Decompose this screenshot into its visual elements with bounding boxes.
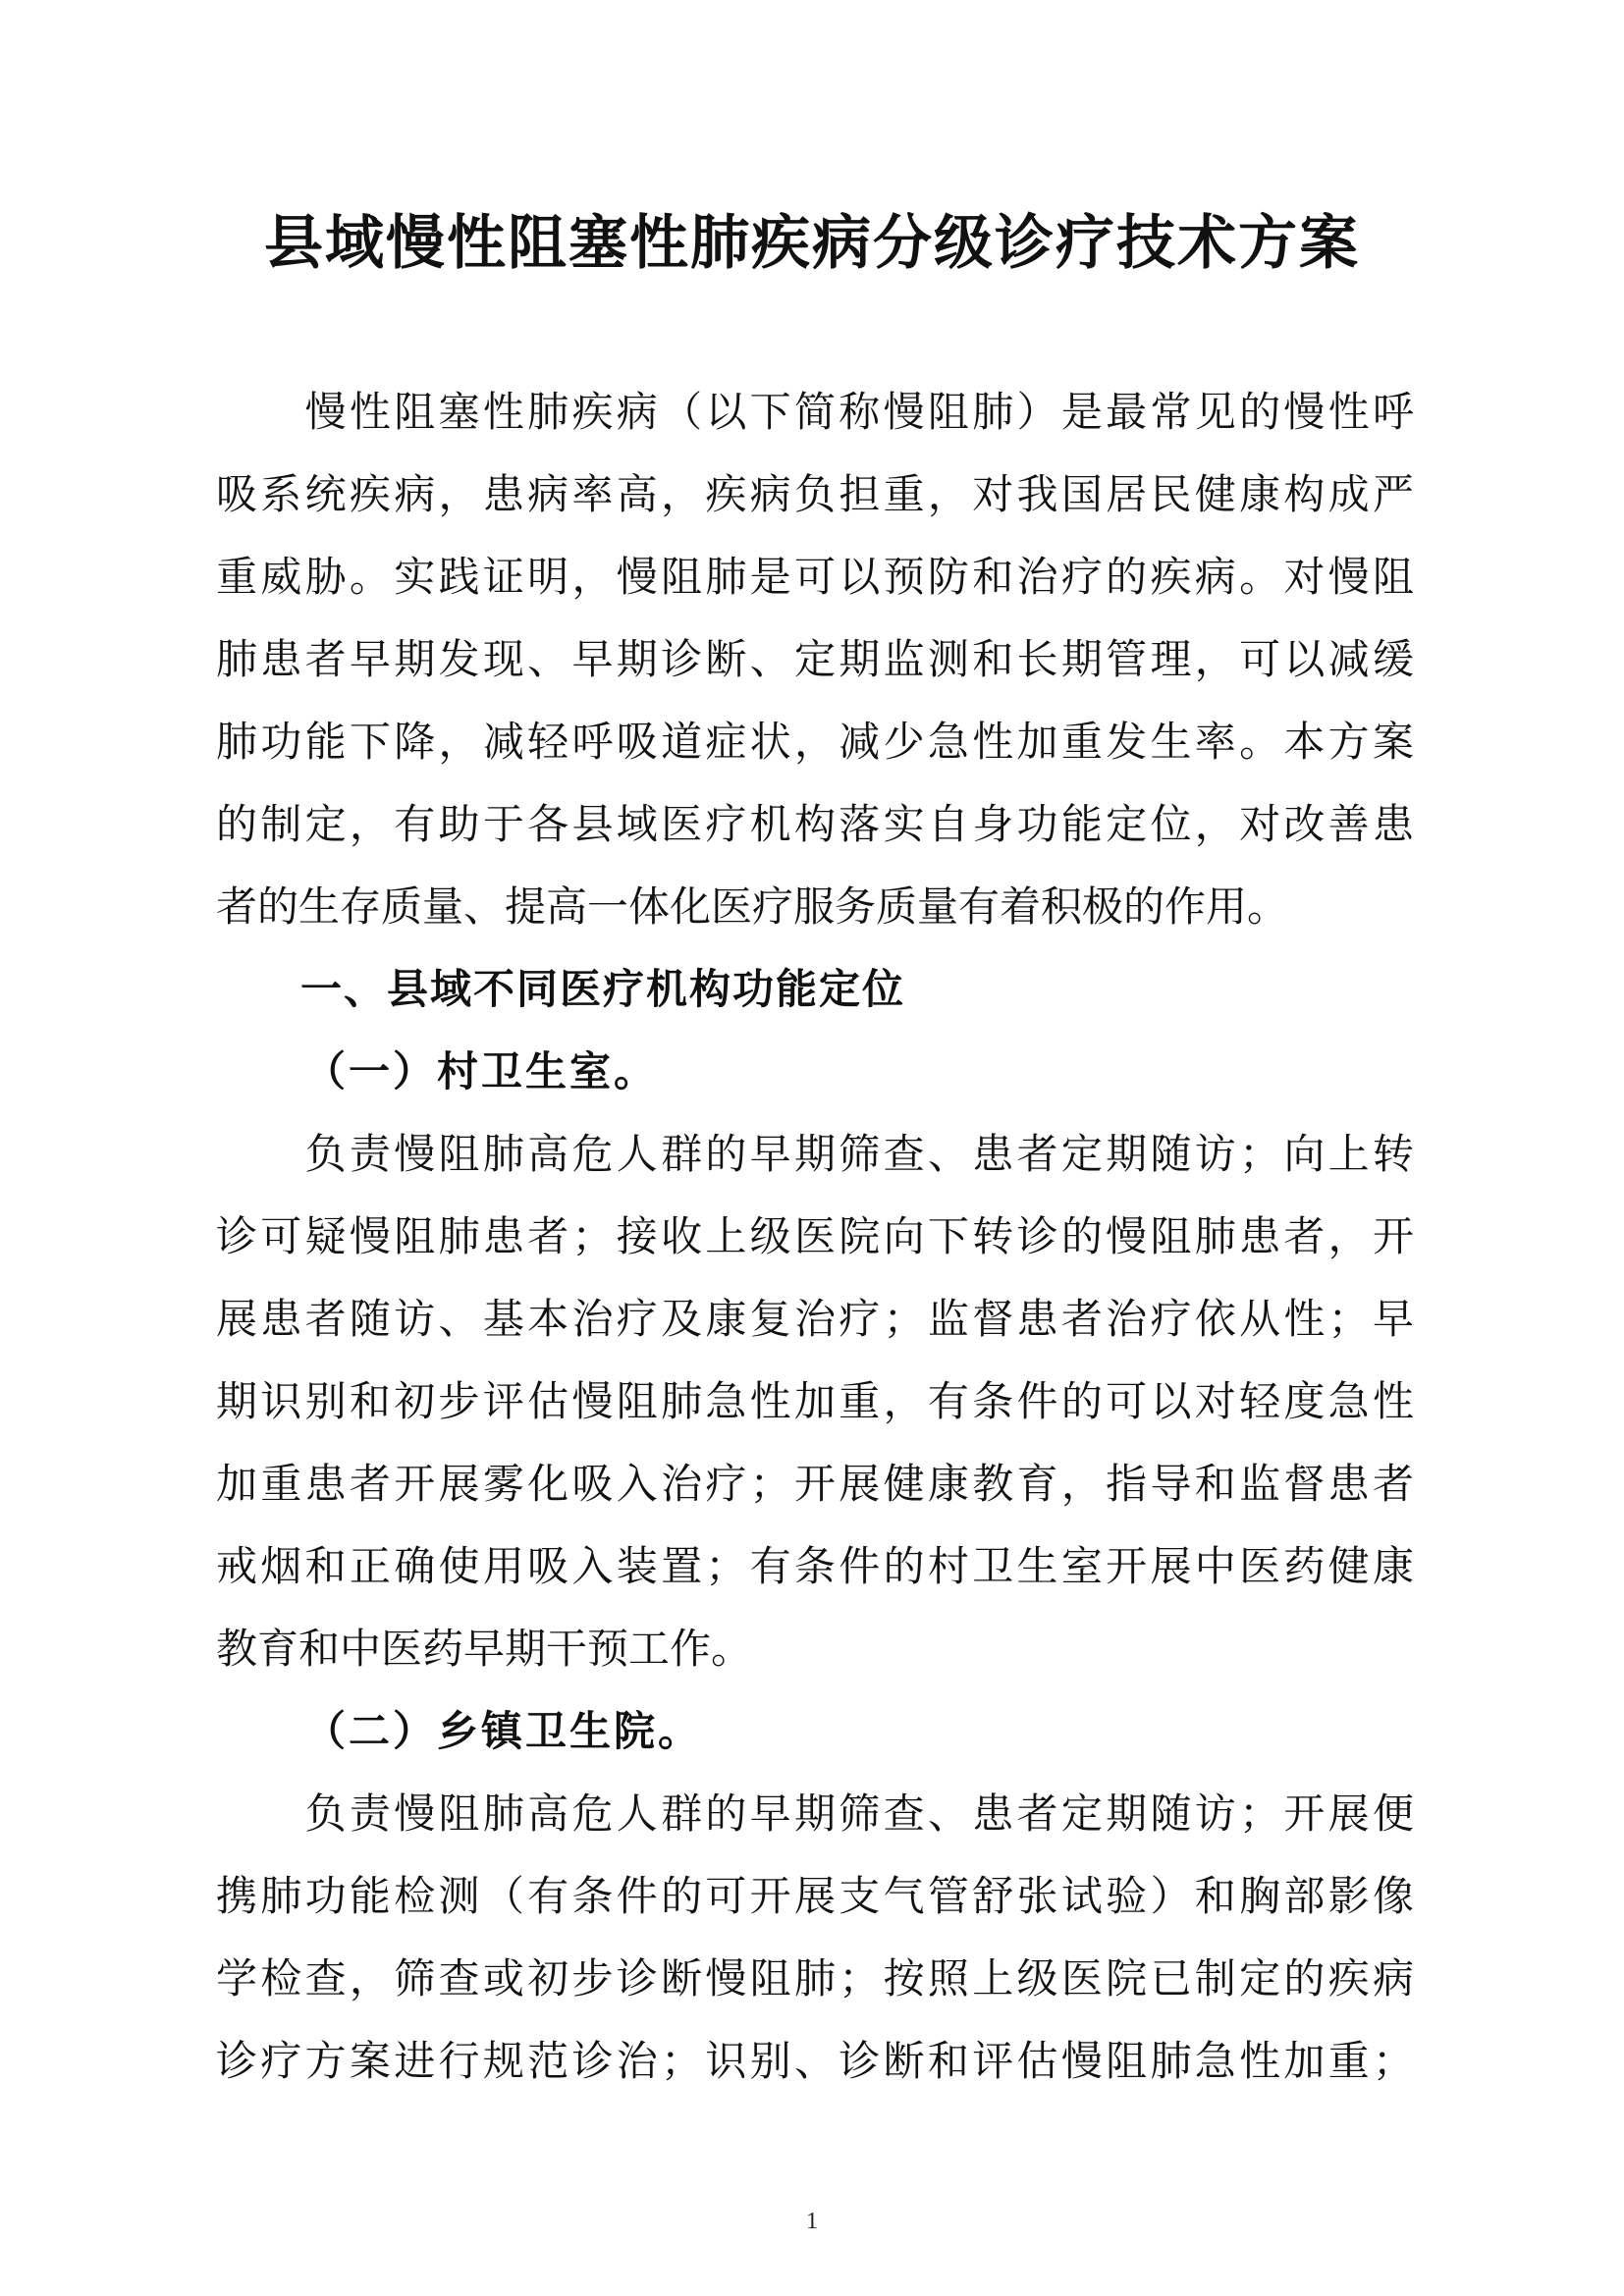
section-heading: 一、县域不同医疗机构功能定位: [300, 965, 906, 1013]
paragraph-line: 者的生存质量、提高一体化医疗服务质量有着积极的作用。: [216, 882, 1289, 931]
township-hospital-paragraph: [216, 1773, 1414, 2103]
village-clinic-paragraph: [216, 1113, 1414, 1690]
document-title: 县域慢性阻塞性肺疾病分级诊疗技术方案: [264, 209, 1360, 278]
paragraph-line: 负责慢阻肺高危人群的早期筛查、患者定期随访；开展便: [216, 1789, 1414, 1838]
paragraph-line: 加重患者开展雾化吸入治疗；开展健康教育，指导和监督患者: [216, 1460, 1414, 1508]
subsection-heading: （二）乡镇卫生院。: [304, 1707, 703, 1755]
intro-paragraph: [216, 371, 1414, 948]
paragraph-line: 诊可疑慢阻肺患者；接收上级医院向下转诊的慢阻肺患者，开: [216, 1212, 1414, 1260]
paragraph-line: 携肺功能检测（有条件的可开展支气管舒张试验）和胸部影像: [216, 1872, 1414, 1920]
paragraph-line: 教育和中医药早期干预工作。: [216, 1625, 753, 1673]
paragraph-line: 肺功能下降，减轻呼吸道症状，减少急性加重发生率。本方案: [216, 718, 1414, 766]
paragraph-line: 重威胁。实践证明，慢阻肺是可以预防和治疗的疾病。对慢阻: [216, 553, 1414, 601]
paragraph-line: 戒烟和正确使用吸入装置；有条件的村卫生室开展中医药健康: [216, 1542, 1414, 1590]
paragraph-line: 诊疗方案进行规范诊治；识别、诊断和评估慢阻肺急性加重；: [216, 2037, 1414, 2085]
paragraph-line: 慢性阻塞性肺疾病（以下简称慢阻肺）是最常见的慢性呼: [216, 388, 1414, 436]
page-number: 1: [806, 2209, 818, 2234]
subsection-heading: （一）村卫生室。: [304, 1047, 659, 1095]
paragraph-line: 肺患者早期发现、早期诊断、定期监测和长期管理，可以减缓: [216, 635, 1414, 683]
paragraph-line: 的制定，有助于各县域医疗机构落实自身功能定位，对改善患: [216, 800, 1414, 848]
paragraph-line: 负责慢阻肺高危人群的早期筛查、患者定期随访；向上转: [216, 1130, 1414, 1178]
paragraph-line: 展患者随访、基本治疗及康复治疗；监督患者治疗依从性；早: [216, 1295, 1414, 1343]
paragraph-line: 学检查，筛查或初步诊断慢阻肺；按照上级医院已制定的疾病: [216, 1954, 1414, 2002]
paragraph-line: 吸系统疾病，患病率高，疾病负担重，对我国居民健康构成严: [216, 470, 1414, 518]
paragraph-line: 期识别和初步评估慢阻肺急性加重，有条件的可以对轻度急性: [216, 1377, 1414, 1425]
